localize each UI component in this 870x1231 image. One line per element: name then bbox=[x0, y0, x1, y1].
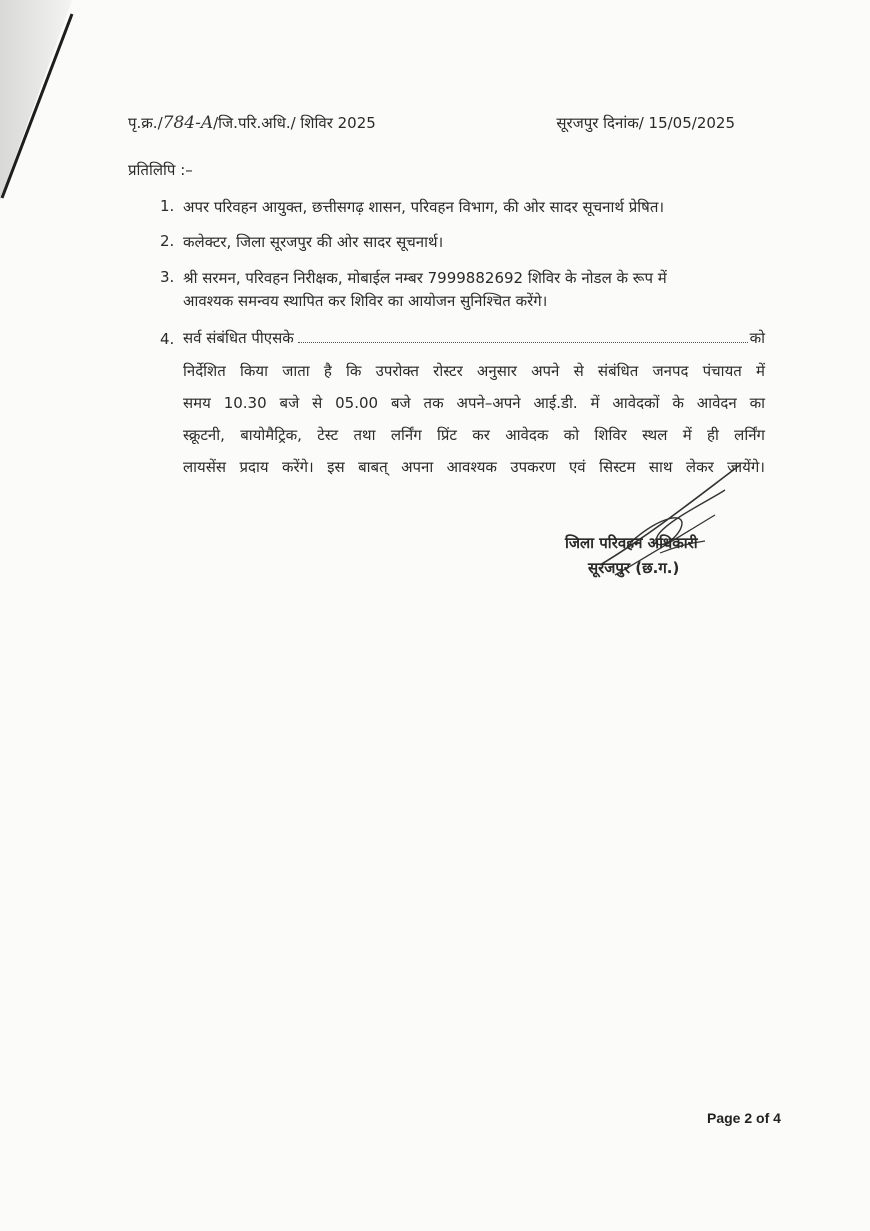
item-number: 4. bbox=[160, 330, 175, 348]
page-number: Page 2 of 4 bbox=[707, 1110, 781, 1126]
item-tail-text: को bbox=[749, 329, 765, 347]
reference-line bbox=[128, 113, 735, 133]
signatory-place: सूरजपुर (छ.ग.) bbox=[588, 559, 680, 577]
paragraph-line: समय 10.30 बजे से 05.00 बजे तक अपने–अपने आई.डी. में आवेदकों के आवेदन का bbox=[183, 394, 765, 412]
signatory-title: जिला परिवहन अधिकारी bbox=[565, 534, 698, 552]
paragraph-line: लायसेंस प्रदाय करेंगे। इस बाबत् अपना आवश्यक उपकरण एवं सिस्टम साथ लेकर जायेंगे। bbox=[183, 458, 765, 476]
place-date: सूरजपुर दिनांक/ 15/05/2025 bbox=[556, 114, 735, 132]
item-text-line bbox=[183, 328, 765, 348]
paragraph-line: स्क्रूटनी, बायोमैट्रिक, टेस्ट तथा लर्निंग प्रिंट कर आवेदक को शिविर स्थल में ही लर्निंग bbox=[183, 426, 765, 444]
ref-suffix: /जि.परि.अधि./ शिविर 2025 bbox=[213, 114, 376, 132]
item-text-line: आवश्यक समन्वय स्थापित कर शिविर का आयोजन सुनिश्चित करेंगे। bbox=[183, 292, 548, 310]
signature-block bbox=[540, 455, 780, 595]
dotted-fill bbox=[298, 342, 748, 343]
reference-number bbox=[128, 113, 376, 133]
item-number: 2. bbox=[160, 232, 175, 250]
scan-edge-shadow bbox=[0, 0, 90, 220]
ref-prefix: पृ.क्र./ bbox=[128, 114, 163, 132]
ref-handwritten-number: 784-A bbox=[162, 113, 214, 133]
item-text-line: श्री सरमन, परिवहन निरीक्षक, मोबाईल नम्बर 7999882692 शिविर के नोडल के रूप में bbox=[183, 269, 667, 287]
item-lead-text: सर्व संबंधित पीएसके bbox=[183, 329, 294, 347]
paragraph-line: निर्देशित किया जाता है कि उपरोक्त रोस्टर अनुसार अपने से संबंधित जनपद पंचायत में bbox=[183, 362, 765, 380]
item-number: 1. bbox=[160, 197, 175, 215]
item-text: कलेक्टर, जिला सूरजपुर की ओर सादर सूचनार्थ। bbox=[183, 233, 444, 251]
item-text: अपर परिवहन आयुक्त, छत्तीसगढ़ शासन, परिवहन विभाग, की ओर सादर सूचनार्थ प्रेषित। bbox=[183, 198, 665, 216]
copy-heading: प्रतिलिपि :– bbox=[128, 161, 193, 179]
item-number: 3. bbox=[160, 268, 175, 286]
